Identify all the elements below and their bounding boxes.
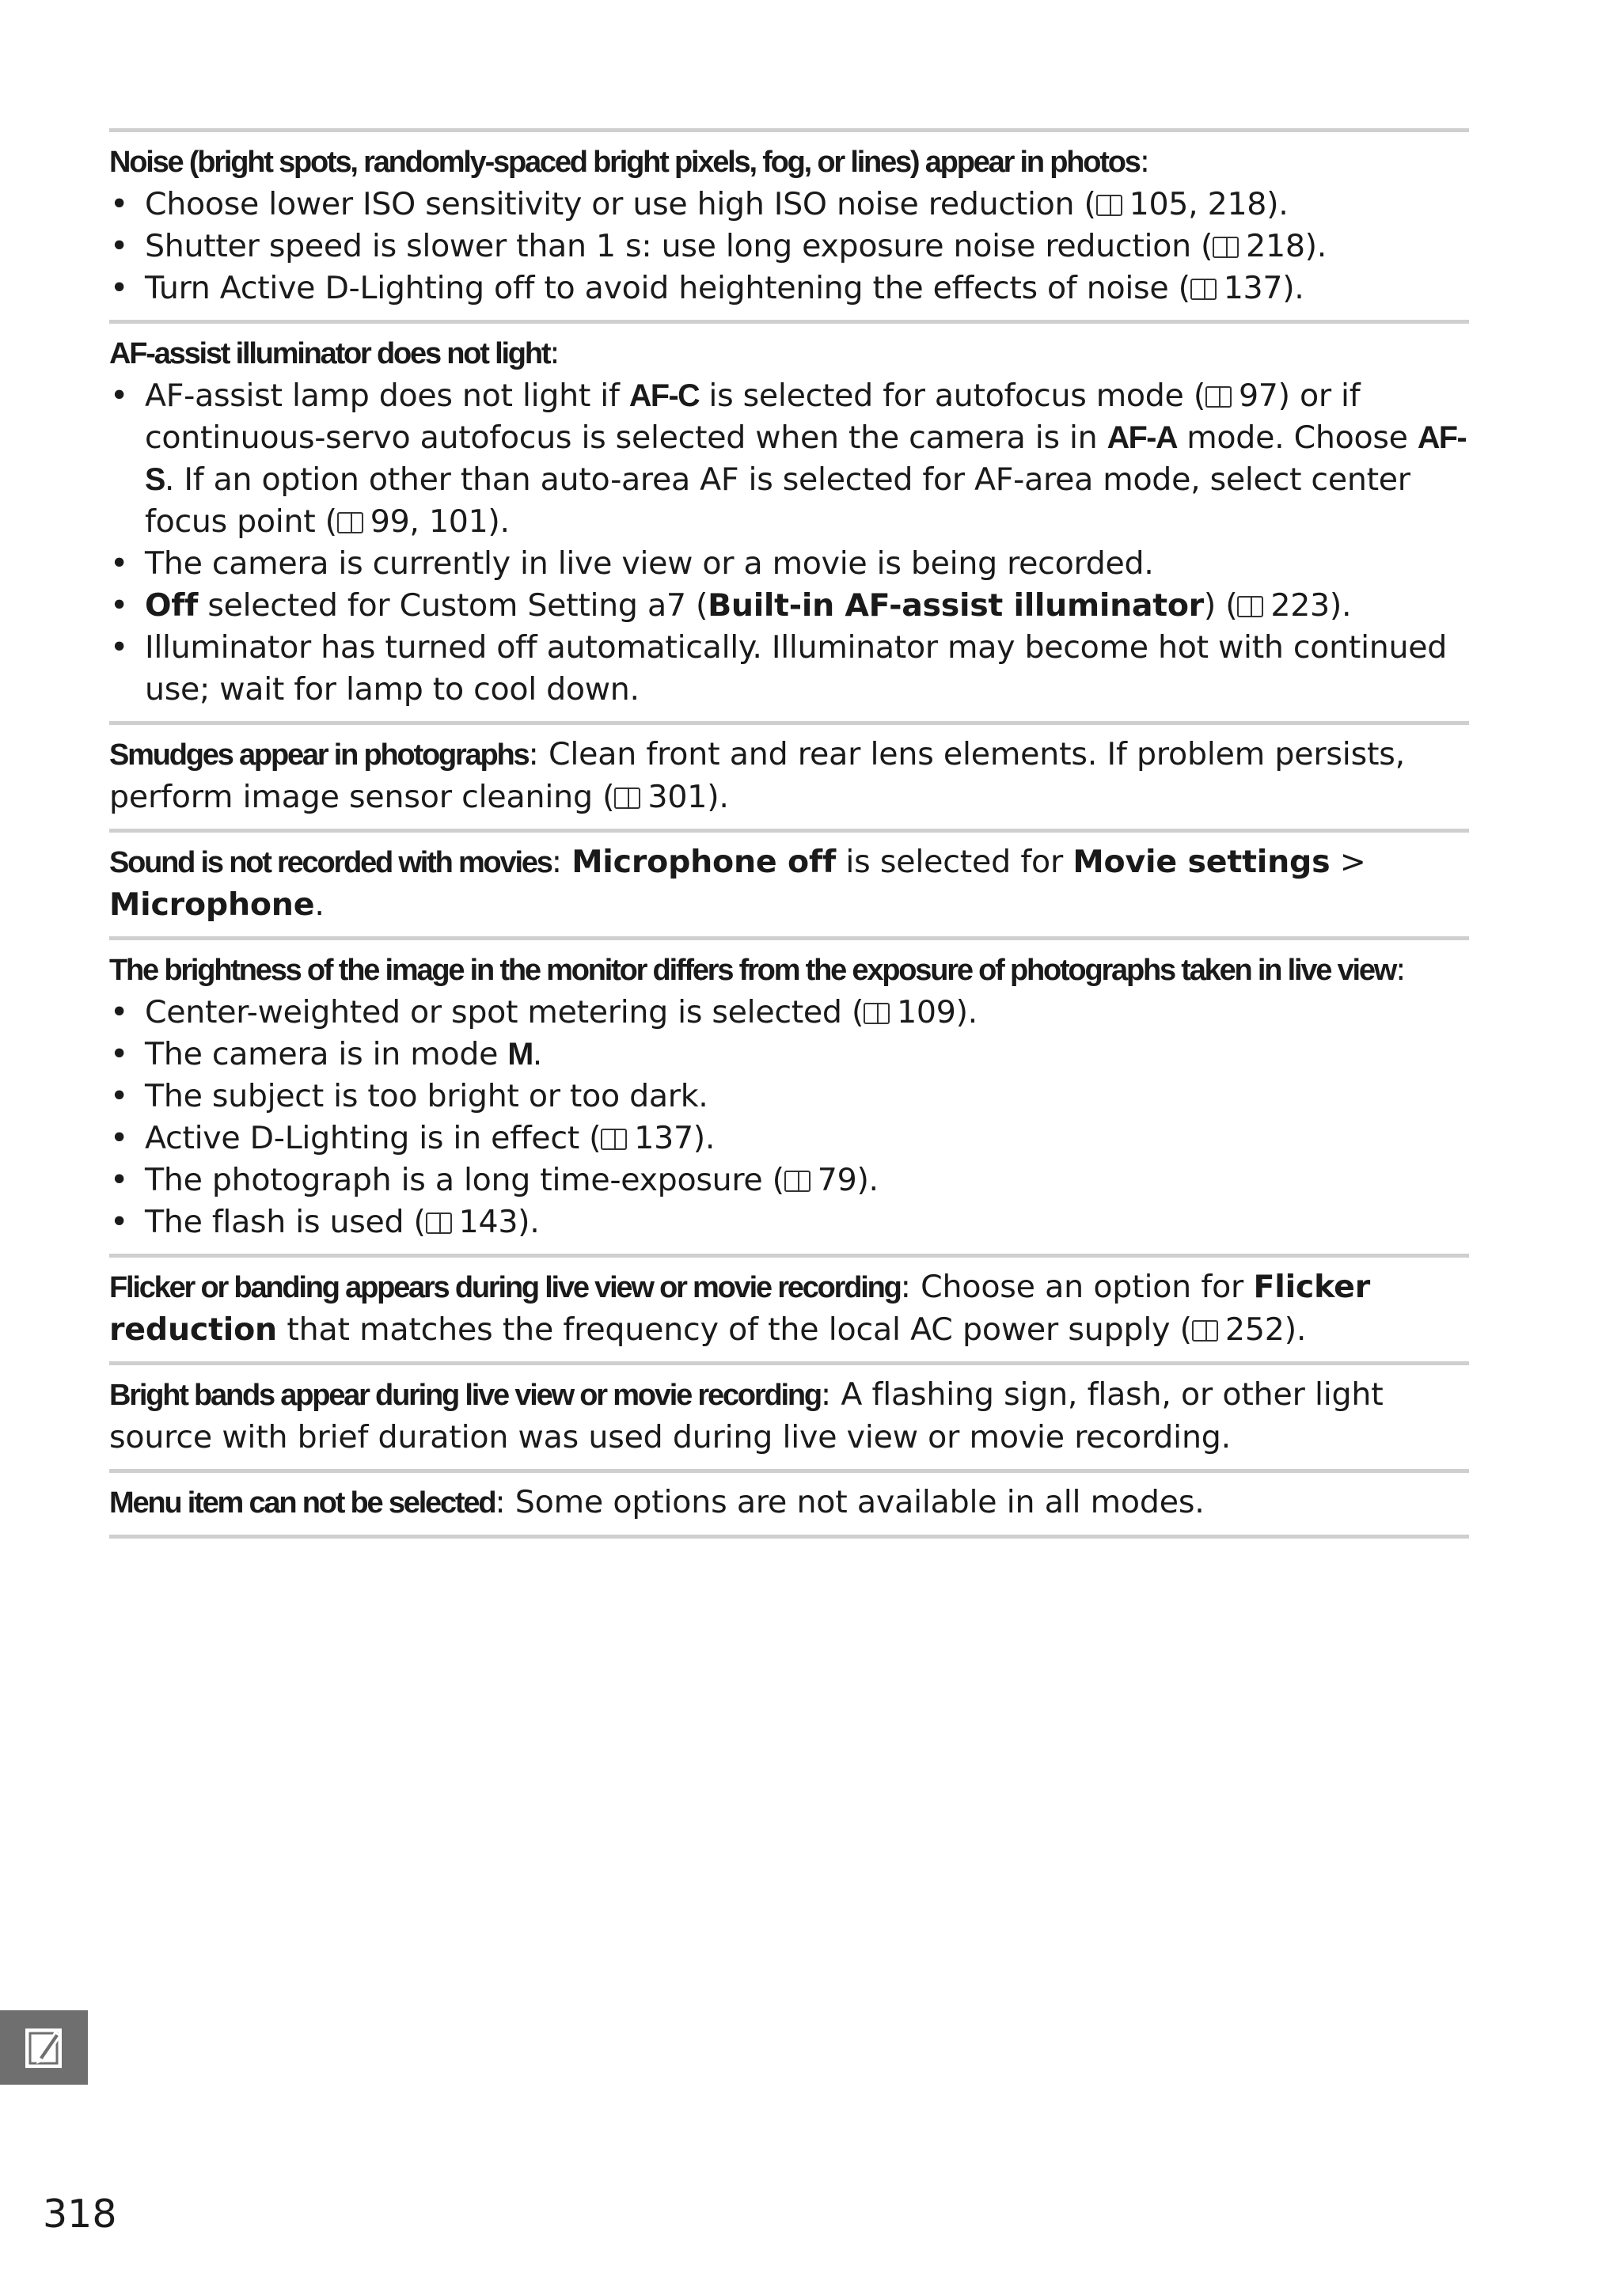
book-icon [601,1129,629,1150]
entry-noise: Noise (bright spots, randomly-spaced bright pixels, fog, or lines) appear in photos: • Choose lower ISO sensitivity or use high ISO noise reduction ( 105, 218). • Shutter speed is slower than 1 s: use long exposure noise reduction ( 218). • Turn Active D-Lighting off to avoid heightening the effects of noise ( 137). [109,128,1469,320]
list-item: • The camera is in mode M. [109,1034,1469,1076]
entry-heading: Bright bands appear during live view or movie recording [109,1379,821,1412]
entry-heading: The brightness of the image in the monitor differs from the exposure of photographs taken in live view [109,954,1396,987]
list-item: • The photograph is a long time-exposure ( 79). [109,1159,1469,1201]
list-item: • Center-weighted or spot metering is selected ( 109). [109,992,1469,1034]
entry-heading: AF-assist illuminator does not light [109,337,550,370]
list-item: • Illuminator has turned off automatically. Illuminator may become hot with continued use; wait for lamp to cool down. [109,627,1469,711]
list-item: • The camera is currently in live view or a movie is being recorded. [109,543,1469,585]
entry-heading: Menu item can not be selected [109,1486,495,1520]
book-icon [1213,237,1241,258]
book-icon [426,1213,454,1234]
book-icon [864,1003,892,1024]
entry-bright-bands: Bright bands appear during live view or movie recording: A flashing sign, flash, or other light source with brief duration was used during live view or movie recording. [109,1361,1469,1469]
troubleshooting-list [109,128,1469,1539]
list-item: • The flash is used ( 143). [109,1201,1469,1243]
entry-flicker: Flicker or banding appears during live view or movie recording: Choose an option for Flicker reduction that matches the frequency of the local AC power supply ( 252). [109,1254,1469,1361]
entry-heading: Smudges appear in photographs [109,738,529,772]
list-item: • Off selected for Custom Setting a7 (Built-in AF-assist illuminator) ( 223). [109,585,1469,627]
list-item: • AF-assist lamp does not light if AF-C is selected for autofocus mode ( 97) or if continuous-servo autofocus is selected when the camera is in AF-A mode. Choose AF-S. If an option other than auto-area AF is selected for AF-area mode, select center focus point ( 99, 101). [109,375,1469,543]
book-icon [1096,195,1125,216]
entry-smudges: Smudges appear in photographs: Clean front and rear lens elements. If problem persists, perform image sensor cleaning ( 301). [109,721,1469,829]
list-item: • The subject is too bright or too dark. [109,1076,1469,1118]
list-item: • Shutter speed is slower than 1 s: use long exposure noise reduction ( 218). [109,226,1469,268]
book-icon [1205,386,1234,408]
book-icon [784,1171,813,1192]
list-item: • Choose lower ISO sensitivity or use high ISO noise reduction ( 105, 218). [109,184,1469,226]
entry-af-assist: AF-assist illuminator does not light: • AF-assist lamp does not light if AF-C is selected for autofocus mode ( 97) or if continuous-servo autofocus is selected when the camera is in AF-A mode. Choose AF-S. If an option other than auto-area AF is selected for AF-area mode, select center focus point ( 99, 101). • The camera is currently in live view or a movie is being recorded. • Off selected for Custom Setting a7 (Built-in AF-assist illuminator) ( 223). • Illuminator has turned off automatically. Illuminator may become hot with continued use; wait for lamp to cool down. [109,320,1469,721]
page-number: 318 [43,2192,117,2237]
list-item: • Turn Active D-Lighting off to avoid heightening the effects of noise ( 137). [109,268,1469,309]
book-icon [1237,596,1266,617]
entry-brightness: The brightness of the image in the monitor differs from the exposure of photographs taken in live view: • Center-weighted or spot metering is selected ( 109). • The camera is in mode M. • The subject is too bright or too dark. • Active D-Lighting is in effect ( 137). • The photograph is a long time-exposure ( 79). • The flash is used ( 143). [109,936,1469,1254]
bullet-list [109,184,1469,309]
book-icon [614,787,643,809]
pencil-notes-icon [24,2025,66,2070]
list-item: • Active D-Lighting is in effect ( 137). [109,1118,1469,1159]
entry-heading: Sound is not recorded with movies [109,846,552,879]
bullet-list [109,375,1469,711]
entry-sound: Sound is not recorded with movies: Microphone off is selected for Movie settings > Microphone. [109,829,1469,936]
entry-heading: Noise (bright spots, randomly-spaced bright pixels, fog, or lines) appear in photos [109,146,1140,179]
entry-menu-item: Menu item can not be selected: Some options are not available in all modes. [109,1469,1469,1539]
entry-heading: Flicker or banding appears during live view or movie recording [109,1271,901,1304]
book-icon [337,512,366,533]
book-icon [1192,1320,1220,1342]
section-tab[interactable] [0,2010,88,2085]
book-icon [1190,279,1219,300]
bullet-list [109,992,1469,1243]
